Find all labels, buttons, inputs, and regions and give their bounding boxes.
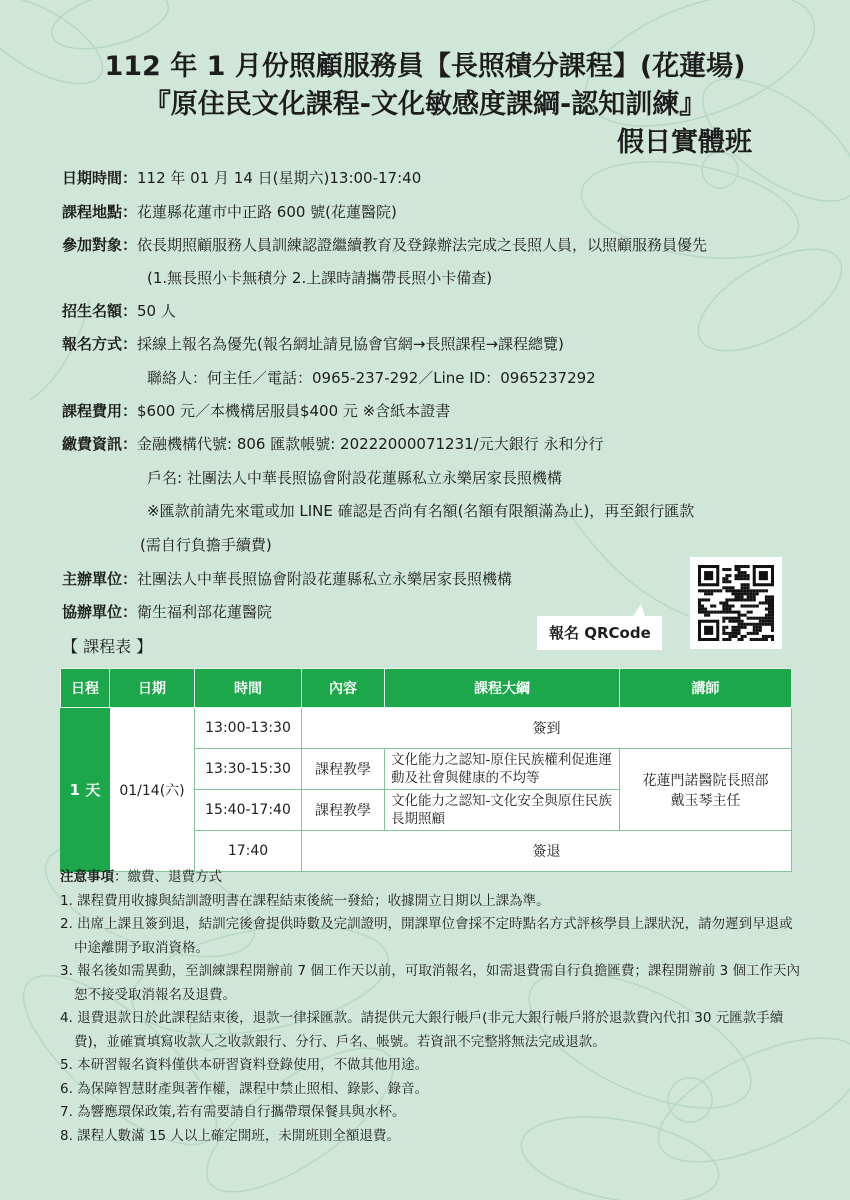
qrcode-image	[698, 565, 774, 641]
note-item: 2. 出席上課且簽到退，結訓完後會提供時數及完訓證明，開課單位會採不定時點名方式評核學員上課狀況，請勿遲到早退或中途離開予取消資格。	[60, 916, 793, 956]
notes-heading-suffix: ：繳費、退費方式	[114, 869, 222, 885]
qrcode-label: 報名 QRCode	[549, 624, 651, 642]
fee-value: $600 元／本機構居服員$400 元 ※含紙本證書	[137, 402, 451, 420]
signup-value: 採線上報名為優先(報名網址請見協會官網→長照課程→課程總覽)	[137, 335, 564, 353]
lecturer-name: 戴玉琴主任	[670, 792, 741, 809]
quota-row	[62, 300, 176, 322]
cohost-label: 協辦單位：	[62, 603, 138, 621]
header-content: 內容	[302, 669, 385, 708]
payment-account-name: 戶名: 社團法人中華長照協會附設花蓮縣私立永樂居家長照機構	[147, 469, 562, 487]
date-value: 112 年 01 月 14 日(星期六)13:00-17:40	[137, 169, 422, 187]
schedule-title: 【 課程表 】	[62, 637, 153, 656]
note-item: 8. 課程人數滿 15 人以上確定開班，未開班則全額退費。	[60, 1127, 400, 1144]
lecturer-cell	[620, 749, 792, 831]
outline-cell: 文化能力之認知-文化安全與原住民族長期照顧	[385, 790, 620, 831]
place-label: 課程地點：	[62, 203, 138, 221]
date-cell: 01/14(六)	[110, 708, 195, 872]
schedule-header-row	[61, 669, 792, 708]
target-label: 參加對象：	[62, 236, 138, 254]
notes-heading-row	[60, 866, 800, 890]
payment-row	[62, 433, 604, 455]
note-item: 7. 為響應環保政策,若有需要請自行攜帶環保餐具與水杯。	[60, 1104, 406, 1120]
date-label: 日期時間：	[62, 169, 138, 187]
time-cell: 15:40-17:40	[195, 790, 302, 831]
header-day: 日程	[61, 669, 110, 708]
fee-row	[62, 400, 450, 422]
qrcode-callout	[537, 604, 662, 650]
schedule-table	[60, 668, 792, 872]
content-cell: 簽到	[302, 708, 792, 749]
payment-label: 繳費資訊：	[62, 435, 138, 453]
table-row	[61, 708, 792, 749]
quota-value: 50 人	[137, 302, 176, 320]
target-row	[62, 234, 707, 256]
host-row	[62, 568, 512, 590]
time-cell: 13:30-15:30	[195, 749, 302, 790]
header-time: 時間	[195, 669, 302, 708]
place-row	[62, 201, 397, 223]
cohost-value: 衛生福利部花蓮醫院	[137, 603, 273, 621]
day-cell: 1 天	[61, 708, 110, 872]
notes-heading: 注意事項	[60, 869, 114, 885]
place-value: 花蓮縣花蓮市中正路 600 號(花蓮醫院)	[137, 203, 397, 221]
target-note: (1.無長照小卡無積分 2.上課時請攜帶長照小卡備查)	[147, 269, 493, 287]
outline-cell: 文化能力之認知-原住民族權利促進運動及社會與健康的不均等	[385, 749, 620, 790]
note-item: 3. 報名後如需異動，至訓練課程開辦前 7 個工作天以前，可取消報名，如需退費需自行負擔匯費；課程開辦前 3 個工作天內恕不接受取消報名及退費。	[60, 963, 801, 1003]
fee-label: 課程費用：	[62, 402, 138, 420]
signup-label: 報名方式：	[62, 335, 138, 353]
note-item: 1. 課程費用收據與結訓證明書在課程結束後統一發給；收據開立日期以上課為準。	[60, 892, 550, 909]
title-line-2: 『原住民文化課程-文化敏感度課綱-認知訓練』	[143, 89, 707, 120]
payment-value: 金融機構代號: 806 匯款帳號: 20222000071231/元大銀行 永和分行	[137, 435, 604, 453]
time-cell: 17:40	[195, 831, 302, 872]
payment-note: ※匯款前請先來電或加 LINE 確認是否尚有名額(名額有限額滿為止)，再至銀行匯款	[147, 502, 695, 520]
contact-info: 聯絡人：何主任／電話：0965-237-292／Line ID：0965237292	[147, 369, 596, 387]
lecturer-dept: 花蓮門諾醫院長照部	[642, 772, 769, 789]
title-line-1: 112 年 1 月份照顧服務員【長照積分課程】(花蓮場)	[104, 51, 746, 82]
content-cell: 課程教學	[302, 790, 385, 831]
cohost-row	[62, 601, 272, 623]
registration-qrcode[interactable]	[690, 557, 782, 649]
content-cell: 課程教學	[302, 749, 385, 790]
payment-fee-note: (需自行負擔手續費)	[140, 536, 272, 554]
header-lecturer: 講師	[620, 669, 792, 708]
content-cell: 簽退	[302, 831, 792, 872]
host-label: 主辦單位：	[62, 570, 138, 588]
date-row	[62, 167, 421, 189]
quota-label: 招生名額：	[62, 302, 138, 320]
title-line-3: 假日實體班	[617, 127, 752, 158]
note-item: 5. 本研習報名資料僅供本研習資料登錄使用，不做其他用途。	[60, 1057, 429, 1073]
notes-section	[60, 866, 800, 1148]
header-date: 日期	[110, 669, 195, 708]
target-value: 依長期照顧服務人員訓練認證繼續教育及登錄辦法完成之長照人員，以照顧服務員優先	[137, 236, 708, 254]
header-outline: 課程大綱	[385, 669, 620, 708]
note-item: 6. 為保障智慧財產與著作權，課程中禁止照相、錄影、錄音。	[60, 1080, 429, 1097]
note-item: 4. 退費退款日於此課程結束後，退款一律採匯款。請提供元大銀行帳戶(非元大銀行帳戶將於退款費內代扣 30 元匯款手續費)，並確實填寫收款人之收款銀行、分行、戶名、帳號。若資訊不完整將無法完成退款。	[60, 1010, 784, 1050]
host-value: 社團法人中華長照協會附設花蓮縣私立永樂居家長照機構	[137, 570, 513, 588]
signup-row	[62, 333, 564, 355]
time-cell: 13:00-13:30	[195, 708, 302, 749]
